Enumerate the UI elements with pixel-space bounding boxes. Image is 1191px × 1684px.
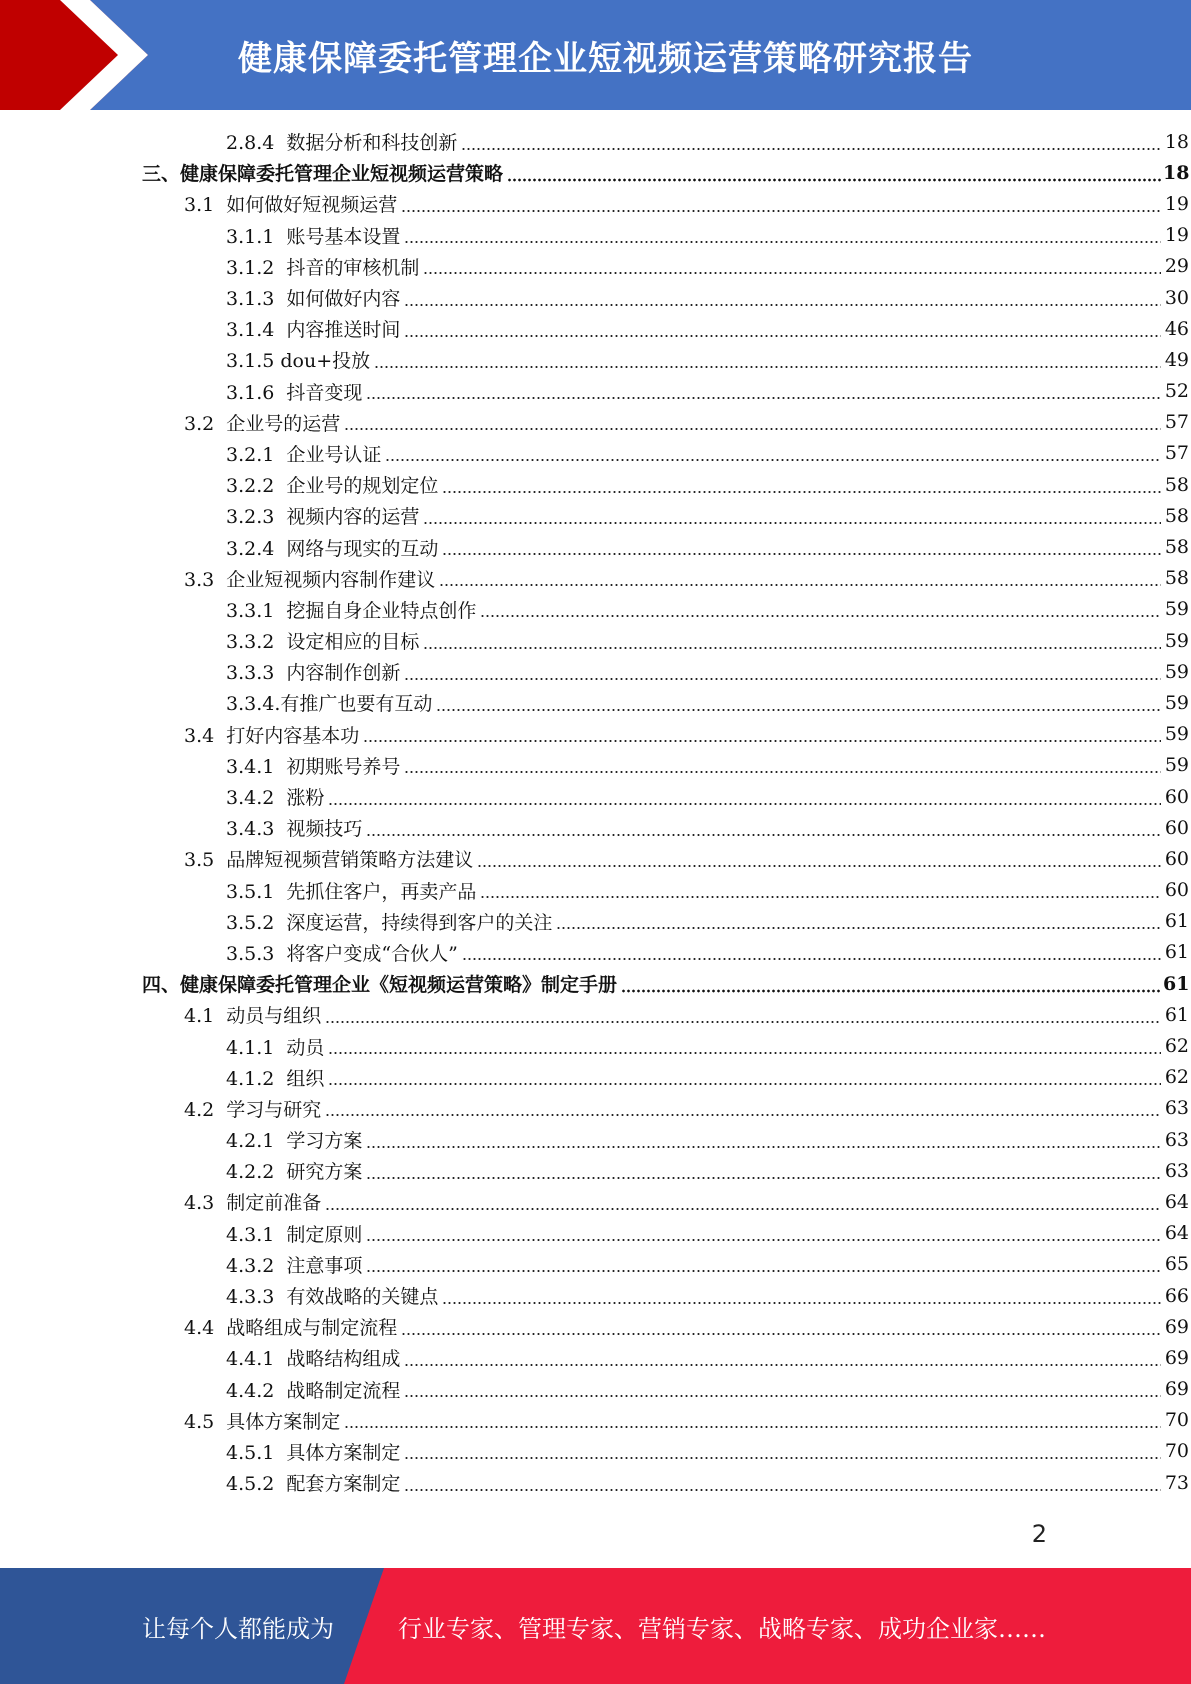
toc-entry-page: 61 <box>1164 1003 1189 1026</box>
toc-entry[interactable] <box>0 1405 1189 1436</box>
toc-entry[interactable] <box>0 1374 1189 1405</box>
toc-entry[interactable] <box>0 376 1189 407</box>
toc-entry-label: 4.1 动员与组织 <box>184 1005 322 1028</box>
toc-entry[interactable] <box>0 1280 1189 1311</box>
toc-dot-leader <box>401 195 1161 213</box>
toc-dot-leader <box>442 1287 1161 1305</box>
toc-entry-page: 59 <box>1164 723 1189 746</box>
toc-entry-label: 4.5 具体方案制定 <box>184 1410 341 1433</box>
toc-dot-leader <box>404 663 1161 681</box>
toc-entry-label: 4.5.1 具体方案制定 <box>226 1441 401 1464</box>
toc-entry[interactable] <box>0 843 1189 874</box>
toc-entry-label: 3.1.3 如何做好内容 <box>226 288 401 311</box>
toc-entry-page: 63 <box>1164 1097 1189 1120</box>
toc-dot-leader <box>442 476 1161 494</box>
toc-entry-page: 59 <box>1164 754 1189 777</box>
toc-entry[interactable] <box>0 407 1189 438</box>
toc-entry-label: 3.1.2 抖音的审核机制 <box>226 256 420 279</box>
toc-entry[interactable] <box>0 625 1189 656</box>
toc-entry[interactable] <box>0 157 1189 188</box>
toc-entry-page: 59 <box>1164 629 1189 652</box>
toc-dot-leader <box>442 538 1161 556</box>
toc-entry[interactable] <box>0 1155 1189 1186</box>
toc-entry[interactable] <box>0 1124 1189 1155</box>
toc-dot-leader <box>423 632 1161 650</box>
toc-entry-label: 4.3 制定前准备 <box>184 1192 322 1215</box>
toc-entry-page: 59 <box>1164 691 1189 714</box>
toc-entry-page: 52 <box>1164 380 1189 403</box>
toc-entry-label: 3.2.4 网络与现实的互动 <box>226 537 439 560</box>
toc-entry-page: 64 <box>1164 1190 1189 1213</box>
toc-entry[interactable] <box>0 313 1189 344</box>
toc-entry-page: 58 <box>1164 567 1189 590</box>
page-number: 2 <box>1031 1520 1047 1548</box>
toc-entry-page: 19 <box>1164 192 1189 215</box>
toc-entry-page: 58 <box>1164 536 1189 559</box>
toc-entry-page: 60 <box>1164 847 1189 870</box>
toc-dot-leader <box>439 569 1161 587</box>
toc-entry-page: 59 <box>1164 660 1189 683</box>
toc-entry[interactable] <box>0 438 1189 469</box>
toc-dot-leader <box>366 1162 1161 1180</box>
toc-entry-page: 63 <box>1164 1159 1189 1182</box>
toc-dot-leader <box>366 1131 1161 1149</box>
toc-dot-leader <box>404 289 1161 307</box>
toc-entry[interactable] <box>0 594 1189 625</box>
toc-dot-leader <box>507 164 1161 182</box>
toc-entry[interactable] <box>0 1436 1189 1467</box>
toc-entry-label: 3.5.2 深度运营，持续得到客户的关注 <box>226 911 553 934</box>
toc-entry-page: 46 <box>1164 317 1189 340</box>
toc-entry-page: 62 <box>1164 1066 1189 1089</box>
toc-entry-page: 61 <box>1164 910 1189 933</box>
toc-dot-leader <box>325 1006 1161 1024</box>
toc-entry-label: 3.1.5 dou+投放 <box>226 350 371 373</box>
toc-entry[interactable] <box>0 687 1189 718</box>
toc-entry[interactable] <box>0 968 1189 999</box>
toc-dot-leader <box>404 1349 1161 1367</box>
toc-entry[interactable] <box>0 1030 1189 1061</box>
toc-dot-leader <box>462 943 1161 961</box>
toc-entry-label: 3.1.6 抖音变现 <box>226 381 363 404</box>
toc-entry-label: 3.4.2 涨粉 <box>226 787 325 810</box>
toc-dot-leader <box>404 756 1161 774</box>
toc-entry[interactable] <box>0 188 1189 219</box>
toc-dot-leader <box>363 725 1161 743</box>
toc-dot-leader <box>621 975 1161 993</box>
footer-slogan-right: 行业专家、管理专家、营销专家、战略专家、成功企业家…… <box>398 1614 1046 1643</box>
toc-entry-label: 4.3.1 制定原则 <box>226 1223 363 1246</box>
toc-entry-label: 3.3.1 挖掘自身企业特点创作 <box>226 599 477 622</box>
toc-entry-label: 4.5.2 配套方案制定 <box>226 1473 401 1496</box>
toc-dot-leader <box>328 1068 1161 1086</box>
toc-entry-label: 4.4.2 战略制定流程 <box>226 1379 401 1402</box>
report-title: 健康保障委托管理企业短视频运营策略研究报告 <box>238 38 973 79</box>
toc-entry-page: 29 <box>1164 255 1189 278</box>
toc-entry[interactable] <box>0 656 1189 687</box>
toc-entry-label: 2.8.4 数据分析和科技创新 <box>226 132 458 155</box>
table-of-contents <box>0 126 1191 1498</box>
toc-entry-page: 70 <box>1164 1409 1189 1432</box>
toc-entry-label: 4.3.3 有效战略的关键点 <box>226 1286 439 1309</box>
toc-entry-page: 61 <box>1163 972 1190 995</box>
toc-entry-page: 58 <box>1164 504 1189 527</box>
page-header <box>0 0 1191 110</box>
toc-entry[interactable] <box>0 1218 1189 1249</box>
toc-dot-leader <box>423 507 1161 525</box>
toc-entry[interactable] <box>0 750 1189 781</box>
toc-entry-label: 4.2.1 学习方案 <box>226 1130 363 1153</box>
toc-dot-leader <box>477 850 1161 868</box>
toc-entry-page: 58 <box>1164 473 1189 496</box>
toc-entry-label: 3.1.4 内容推送时间 <box>226 319 401 342</box>
toc-entry[interactable] <box>0 1467 1189 1498</box>
toc-entry-page: 57 <box>1164 411 1189 434</box>
toc-entry-page: 69 <box>1164 1378 1189 1401</box>
toc-entry-page: 63 <box>1164 1128 1189 1151</box>
toc-entry-label: 3.3.2 设定相应的目标 <box>226 631 420 654</box>
toc-entry-page: 65 <box>1164 1253 1189 1276</box>
toc-dot-leader <box>480 600 1161 618</box>
toc-entry-label: 4.1.1 动员 <box>226 1036 325 1059</box>
toc-dot-leader <box>404 1474 1161 1492</box>
toc-entry-page: 66 <box>1164 1284 1189 1307</box>
toc-entry-label: 三、健康保障委托管理企业短视频运营策略 <box>142 163 504 186</box>
toc-entry[interactable] <box>0 937 1189 968</box>
toc-entry-page: 60 <box>1164 785 1189 808</box>
toc-entry-label: 3.2 企业号的运营 <box>184 412 341 435</box>
toc-dot-leader <box>328 788 1161 806</box>
toc-entry-page: 61 <box>1164 941 1189 964</box>
toc-entry[interactable] <box>0 781 1189 812</box>
toc-entry[interactable] <box>0 999 1189 1030</box>
toc-dot-leader <box>436 694 1161 712</box>
toc-entry[interactable] <box>0 1093 1189 1124</box>
toc-dot-leader <box>366 382 1161 400</box>
toc-entry-label: 3.4 打好内容基本功 <box>184 724 360 747</box>
toc-entry-label: 3.1 如何做好短视频运营 <box>184 194 398 217</box>
toc-entry-page: 60 <box>1164 816 1189 839</box>
toc-entry-label: 3.2.3 视频内容的运营 <box>226 506 420 529</box>
toc-entry-label: 3.4.1 初期账号养号 <box>226 755 401 778</box>
toc-entry[interactable] <box>0 563 1189 594</box>
toc-entry-label: 3.5 品牌短视频营销策略方法建议 <box>184 849 474 872</box>
toc-entry[interactable] <box>0 126 1189 157</box>
toc-entry-label: 3.3 企业短视频内容制作建议 <box>184 568 436 591</box>
toc-entry[interactable] <box>0 1062 1189 1093</box>
toc-dot-leader <box>325 1099 1161 1117</box>
toc-entry-label: 4.1.2 组织 <box>226 1067 325 1090</box>
toc-entry[interactable] <box>0 1249 1189 1280</box>
toc-dot-leader <box>404 320 1161 338</box>
toc-entry-page: 64 <box>1164 1222 1189 1245</box>
toc-entry-page: 60 <box>1164 879 1189 902</box>
toc-entry-label: 4.4.1 战略结构组成 <box>226 1348 401 1371</box>
toc-dot-leader <box>328 1037 1161 1055</box>
toc-entry[interactable] <box>0 500 1189 531</box>
toc-entry[interactable] <box>0 875 1189 906</box>
toc-entry-page: 62 <box>1164 1035 1189 1058</box>
toc-entry[interactable] <box>0 344 1189 375</box>
toc-entry-label: 3.3.4.有推广也要有互动 <box>226 693 433 716</box>
toc-dot-leader <box>385 444 1161 462</box>
toc-dot-leader <box>325 1193 1161 1211</box>
toc-dot-leader <box>374 351 1161 369</box>
toc-entry[interactable] <box>0 812 1189 843</box>
toc-entry-label: 3.5.1 先抓住客户，再卖产品 <box>226 880 477 903</box>
toc-entry[interactable] <box>0 469 1189 500</box>
page-footer <box>0 1568 1191 1684</box>
toc-entry-label: 四、健康保障委托管理企业《短视频运营策略》制定手册 <box>142 974 618 997</box>
toc-entry-page: 18 <box>1163 161 1190 184</box>
toc-entry-page: 57 <box>1164 442 1189 465</box>
toc-entry-label: 3.4.3 视频技巧 <box>226 818 363 841</box>
toc-entry-page: 49 <box>1164 348 1189 371</box>
toc-dot-leader <box>556 912 1161 930</box>
toc-dot-leader <box>401 1318 1161 1336</box>
toc-entry-label: 4.3.2 注意事项 <box>226 1254 363 1277</box>
toc-entry-label: 4.2.2 研究方案 <box>226 1161 363 1184</box>
toc-dot-leader <box>404 226 1161 244</box>
toc-dot-leader <box>366 819 1161 837</box>
toc-entry-page: 19 <box>1164 224 1189 247</box>
toc-entry[interactable] <box>0 282 1189 313</box>
toc-entry-label: 3.5.3 将客户变成“合伙人” <box>226 942 458 965</box>
toc-dot-leader <box>344 413 1161 431</box>
toc-dot-leader <box>423 257 1161 275</box>
footer-slogan-left: 让每个人都能成为 <box>142 1614 334 1643</box>
toc-dot-leader <box>404 1442 1161 1460</box>
toc-entry[interactable] <box>0 1342 1189 1373</box>
toc-entry[interactable] <box>0 906 1189 937</box>
toc-entry-page: 18 <box>1164 130 1189 153</box>
toc-entry-label: 3.2.2 企业号的规划定位 <box>226 475 439 498</box>
toc-entry[interactable] <box>0 220 1189 251</box>
toc-entry[interactable] <box>0 251 1189 282</box>
toc-entry-page: 70 <box>1164 1440 1189 1463</box>
toc-entry-label: 4.2 学习与研究 <box>184 1098 322 1121</box>
toc-entry-label: 4.4 战略组成与制定流程 <box>184 1317 398 1340</box>
toc-entry-page: 30 <box>1164 286 1189 309</box>
toc-entry-page: 69 <box>1164 1346 1189 1369</box>
toc-dot-leader <box>366 1224 1161 1242</box>
toc-dot-leader <box>480 881 1161 899</box>
toc-dot-leader <box>344 1411 1161 1429</box>
toc-entry[interactable] <box>0 531 1189 562</box>
toc-dot-leader <box>366 1255 1161 1273</box>
toc-entry-page: 59 <box>1164 598 1189 621</box>
toc-entry-label: 3.3.3 内容制作创新 <box>226 662 401 685</box>
toc-entry-label: 3.2.1 企业号认证 <box>226 443 382 466</box>
toc-entry-page: 73 <box>1164 1471 1189 1494</box>
toc-entry-page: 69 <box>1164 1315 1189 1338</box>
toc-dot-leader <box>461 133 1161 151</box>
toc-entry-label: 3.1.1 账号基本设置 <box>226 225 401 248</box>
toc-entry[interactable] <box>0 1311 1189 1342</box>
toc-dot-leader <box>404 1380 1161 1398</box>
toc-entry[interactable] <box>0 719 1189 750</box>
toc-entry[interactable] <box>0 1186 1189 1217</box>
